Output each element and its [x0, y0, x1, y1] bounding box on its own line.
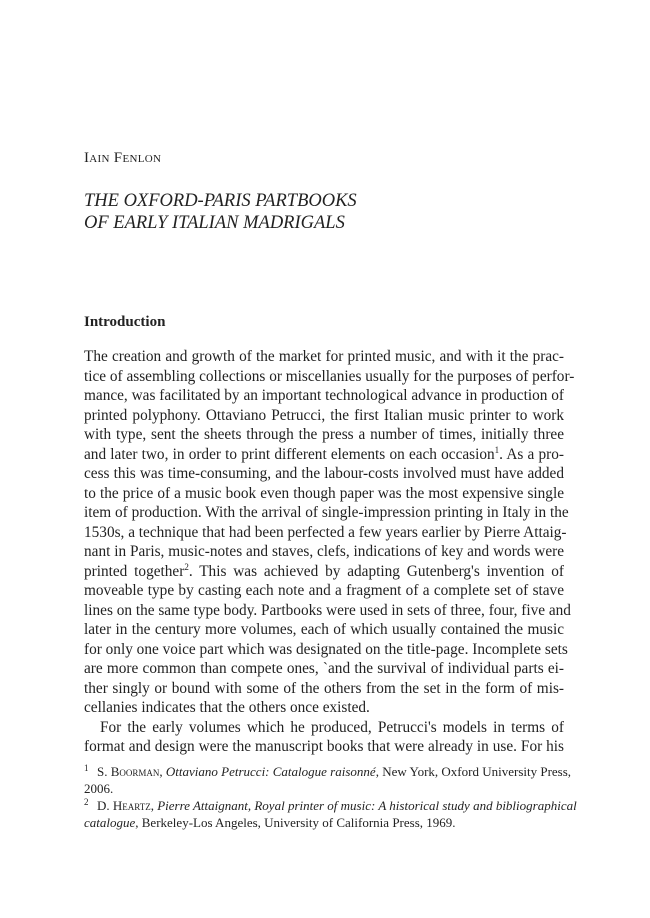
body-line: are more common than compete ones, `and the survival of individual parts ei-: [84, 660, 564, 677]
body-line: [84, 562, 564, 582]
body-line: For the early volumes which he produced, Petrucci's models in terms of: [100, 718, 564, 736]
footnote-text: , Berkeley-Los Angeles, University of California Press, 1969.: [135, 815, 456, 830]
footnote-line: 1 S. Boorman, Ottaviano Petrucci: Catalogue raisonné, New York, Oxford University Press,: [84, 762, 572, 779]
footnote-author: S. Boorman,: [97, 764, 163, 779]
footnote-line: 2 D. Heartz, Pierre Attaignant, Royal printer of music: A historical study and bibliographical: [84, 796, 577, 813]
body-line: cess this was time-consuming, and the labour-costs involved must have added: [84, 465, 564, 482]
footnote: [84, 796, 577, 831]
footnote-work: catalogue: [84, 815, 136, 830]
body-line: [84, 445, 564, 465]
body-line: moveable type by casting each note and a fragment of a complete set of stave: [84, 582, 564, 599]
footnote-text: , New York, Oxford University Press,: [375, 764, 572, 779]
body-text-segment: . This was achieved by adapting Gutenberg's invention of: [188, 562, 564, 580]
body-line: format and design were the manuscript books that were already in use. For his: [84, 738, 564, 755]
body-line: tice of assembling collections or miscellanies usually for the purposes of perfor-: [84, 367, 575, 385]
footnote-line: [84, 814, 564, 831]
footnote-author: D. Heartz,: [97, 798, 154, 813]
body-line: item of production. With the arrival of single-impression printing in Italy in the: [84, 504, 569, 521]
body-line: nant in Paris, music-notes and staves, clefs, indications of key and words were: [84, 543, 564, 560]
body-text-segment: printed together: [84, 562, 185, 580]
article-title: [84, 190, 564, 234]
body-line: The creation and growth of the market for printed music, and with it the prac-: [84, 348, 564, 365]
footnote-ref: 2: [184, 561, 189, 572]
body-line: ther singly or bound with some of the others from the set in the form of mis-: [84, 679, 564, 697]
section-heading: Introduction: [84, 314, 166, 330]
footnote-work: Ottaviano Petrucci: Catalogue raisonné: [165, 764, 376, 779]
footnote: [84, 762, 572, 797]
title-line: THE OXFORD-PARIS PARTBOOKS: [84, 191, 357, 211]
body-line: for only one voice part which was designated on the title-page. Incomplete sets: [84, 640, 568, 658]
body-line: later in the century more volumes, each of which usually contained the music: [84, 621, 564, 638]
footnote-line: 2006.: [84, 781, 114, 796]
body-text-segment: . As a pro-: [499, 445, 564, 463]
author-name: Iain Fenlon: [84, 150, 162, 166]
body-line: to the price of a music book even though paper was the most expensive single: [84, 484, 564, 502]
body-line: mance, was facilitated by an important technological advance in production of: [84, 387, 564, 404]
body-line: lines on the same type body. Partbooks were used in sets of three, four, five and: [84, 601, 571, 619]
body-text: [84, 347, 575, 757]
body-line: 1530s, a technique that had been perfected a few years earlier by Pierre Attaig-: [84, 523, 567, 541]
footnotes: [84, 762, 577, 831]
body-text-segment: and later two, in order to print different elements on each occasion: [84, 445, 495, 463]
body-line: with type, sent the sheets through the press a number of times, initially three: [84, 426, 564, 443]
title-line: OF EARLY ITALIAN MADRIGALS: [84, 213, 345, 233]
body-line: cellanies indicates that the others once existed.: [84, 699, 370, 716]
footnote-work: Pierre Attaignant, Royal printer of music: A historical study and bibliographical: [157, 798, 577, 813]
body-line: printed polyphony. Ottaviano Petrucci, the first Italian music printer to work: [84, 406, 564, 424]
footnote-ref: 1: [494, 444, 500, 455]
